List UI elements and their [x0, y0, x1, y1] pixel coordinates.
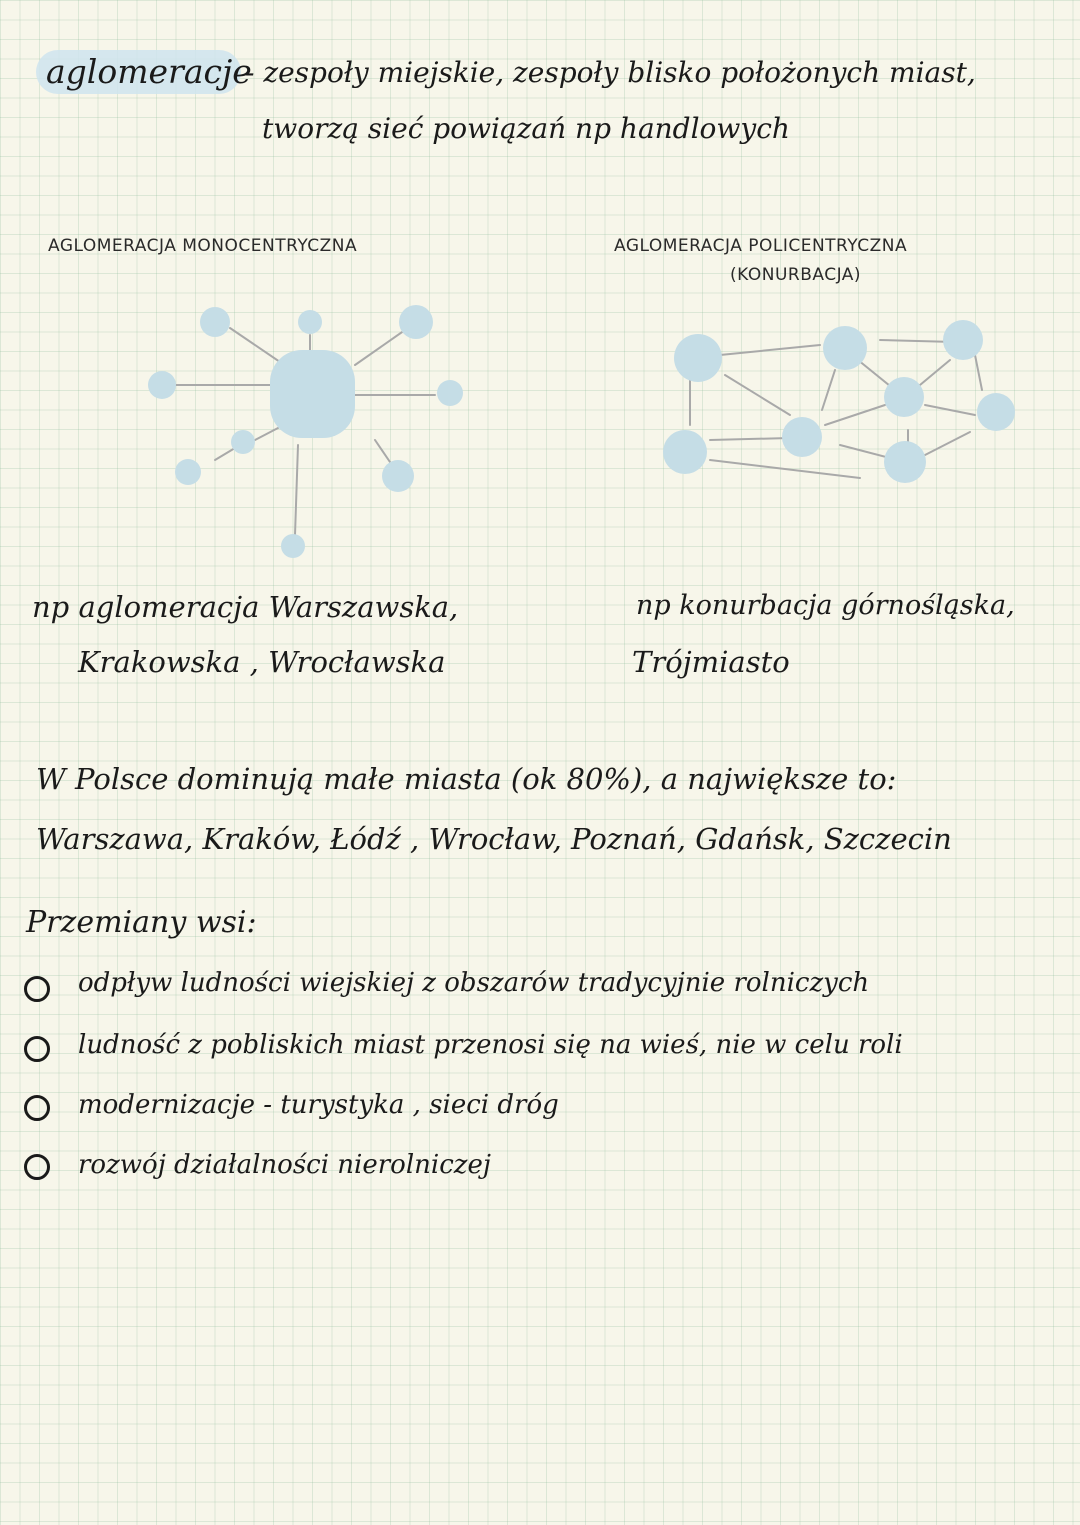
- satellite-node: [399, 305, 433, 339]
- mono-example-line-2: Krakowska , Wrocławska: [78, 645, 446, 679]
- village-item-3: modernizacje - turystyka , sieci dróg: [78, 1090, 559, 1120]
- satellite-node: [175, 459, 201, 485]
- village-item-4: rozwój działalności nierolniczej: [78, 1150, 491, 1180]
- poly-heading-line-2: (KONURBACJA): [730, 265, 862, 285]
- satellite-node: [231, 430, 255, 454]
- poly-example-line-1: np konurbacja górnośląska,: [636, 590, 1015, 621]
- bullet-circle-icon: [24, 976, 50, 1002]
- link-line: [710, 460, 860, 478]
- link-line: [725, 375, 790, 415]
- polycentric-diagram: [650, 300, 1050, 500]
- link-line: [925, 405, 975, 415]
- bullet-circle-icon: [24, 1154, 50, 1180]
- village-item-1: odpływ ludności wiejskiej z obszarów tradycyjnie rolniczych: [78, 968, 870, 998]
- city-node: [977, 393, 1015, 431]
- link-line: [255, 428, 278, 440]
- poland-line-2: Warszawa, Kraków, Łódź , Wrocław, Poznań, Gdańsk, Szczecin: [36, 822, 952, 856]
- central-city-node: [270, 350, 355, 438]
- definition-line-2: tworzą sieć powiązań np handlowych: [262, 112, 790, 145]
- link-line: [295, 445, 298, 535]
- satellite-node: [281, 534, 305, 558]
- village-heading: Przemiany wsi:: [26, 905, 257, 940]
- definition-line-1: - zespoły miejskie, zespoły blisko położonych miast,: [245, 56, 976, 89]
- mono-heading: AGLOMERACJA MONOCENTRYCZNA: [48, 236, 358, 256]
- link-line: [710, 438, 790, 440]
- link-line: [975, 355, 982, 390]
- bullet-circle-icon: [24, 1095, 50, 1121]
- city-node: [674, 334, 722, 382]
- link-line: [920, 360, 950, 385]
- poly-example-line-2: Trójmiasto: [632, 645, 790, 679]
- city-node: [884, 377, 924, 417]
- city-node: [663, 430, 707, 474]
- link-line: [355, 330, 405, 365]
- mono-example-line-1: np aglomeracja Warszawska,: [32, 590, 459, 624]
- link-line: [375, 440, 392, 465]
- link-line: [840, 445, 890, 458]
- link-line: [230, 328, 280, 362]
- link-line: [720, 345, 820, 355]
- city-node: [943, 320, 983, 360]
- satellite-node: [382, 460, 414, 492]
- bullet-circle-icon: [24, 1036, 50, 1062]
- monocentric-diagram: [130, 290, 490, 570]
- city-node: [823, 326, 867, 370]
- poly-heading-line-1: AGLOMERACJA POLICENTRYCZNA: [614, 236, 908, 256]
- satellite-node: [148, 371, 176, 399]
- term-aglomeracje: aglomeracje: [46, 52, 252, 91]
- link-line: [825, 405, 885, 425]
- satellite-node: [200, 307, 230, 337]
- link-line: [925, 432, 970, 455]
- city-node: [884, 441, 926, 483]
- city-node: [782, 417, 822, 457]
- poland-line-1: W Polsce dominują małe miasta (ok 80%), a największe to:: [36, 762, 897, 796]
- satellite-node: [298, 310, 322, 334]
- village-item-2: ludność z pobliskich miast przenosi się na wieś, nie w celu roli: [78, 1030, 903, 1060]
- link-line: [822, 370, 835, 410]
- satellite-node: [437, 380, 463, 406]
